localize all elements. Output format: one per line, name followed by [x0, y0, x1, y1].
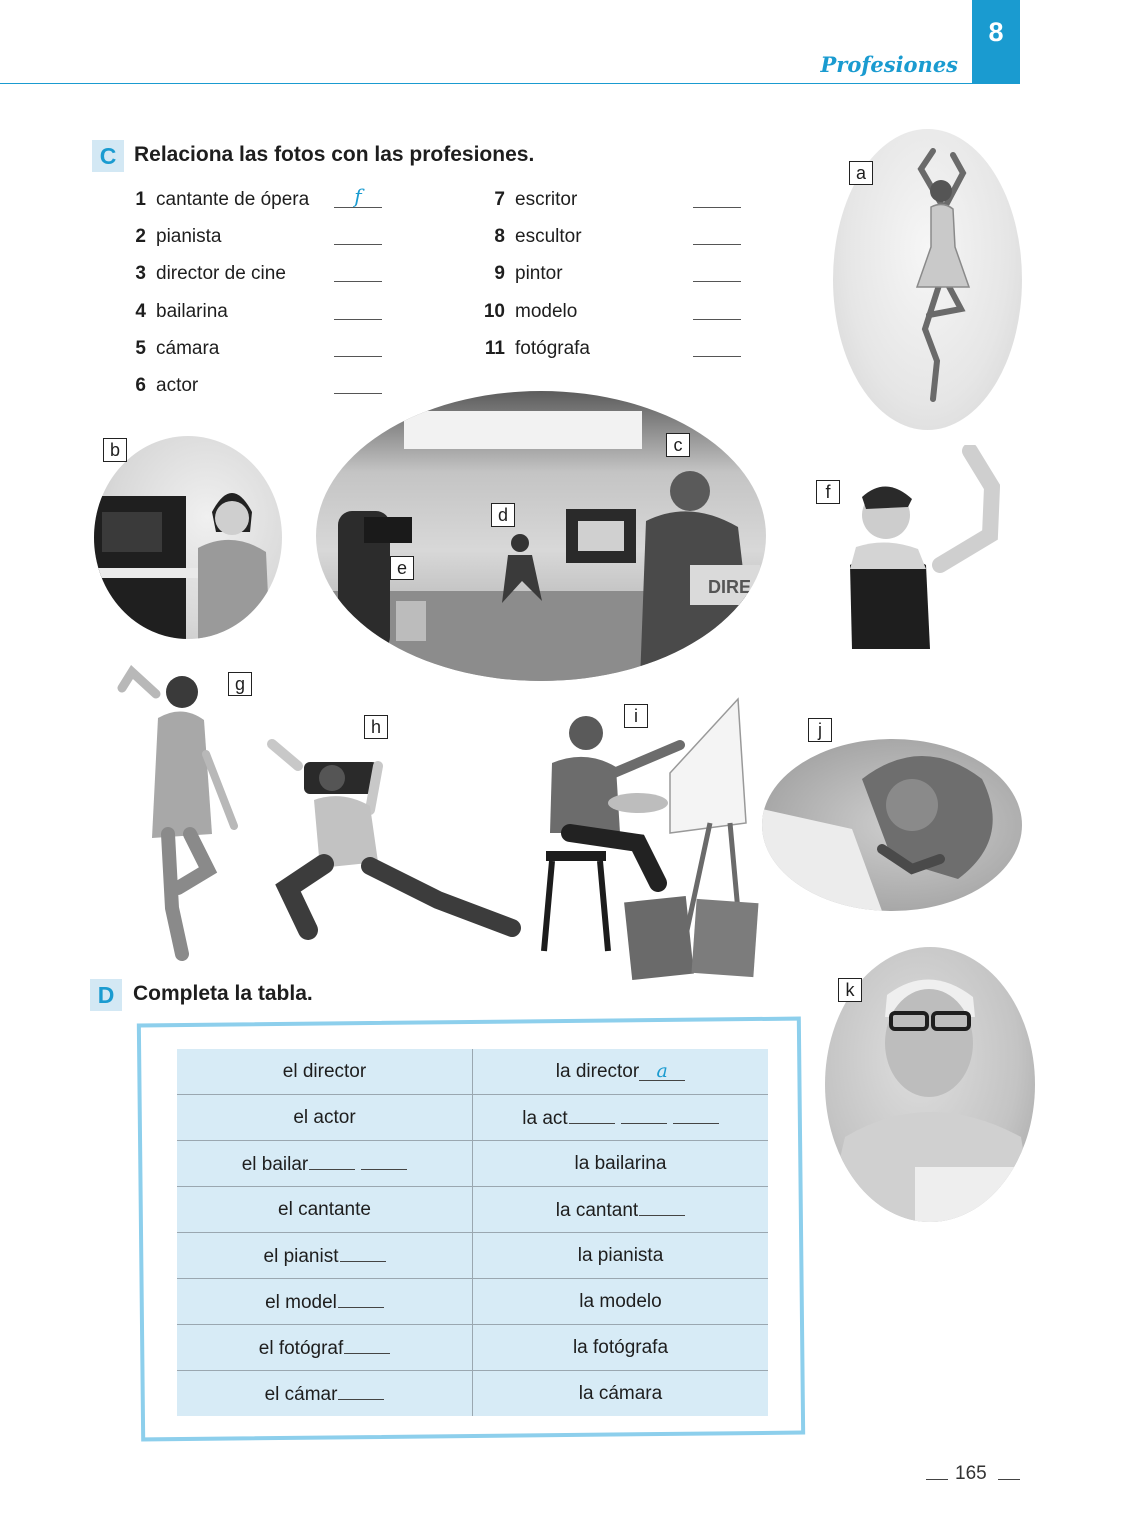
feminine-cell: la modelo: [473, 1279, 769, 1325]
answer-blank[interactable]: [338, 1381, 384, 1400]
answer-blank[interactable]: [309, 1151, 355, 1170]
answer-blank[interactable]: [693, 297, 741, 320]
answer-blank[interactable]: [693, 185, 741, 208]
masculine-cell: el director: [177, 1049, 473, 1095]
page-number: 165: [955, 1463, 987, 1484]
footer-rule-right: [998, 1479, 1020, 1480]
photo-label-i: i: [624, 704, 648, 728]
section-d-instruction: Completa la tabla.: [133, 982, 313, 1005]
answer-blank[interactable]: [344, 1335, 390, 1354]
photo-label-g: g: [228, 672, 252, 696]
list-item: [477, 185, 747, 215]
table-row: [177, 1141, 768, 1187]
item-number: 9: [494, 263, 505, 284]
masculine-cell: el bailar: [177, 1141, 473, 1187]
masculine-cell: el cantante: [177, 1187, 473, 1233]
masculine-cell: el actor: [177, 1095, 473, 1141]
chapter-title: Profesiones: [820, 52, 958, 77]
answer-blank[interactable]: [361, 1151, 407, 1170]
sculptor-photo: [762, 739, 1022, 911]
list-item: [477, 259, 747, 289]
answer-blank[interactable]: [673, 1105, 719, 1124]
list-item: [118, 222, 388, 252]
photographer-figure-icon: [258, 738, 524, 946]
photo-label-a: a: [849, 161, 873, 185]
list-item: [477, 222, 747, 252]
pianist-photo: [94, 436, 282, 639]
table-row: [177, 1049, 768, 1095]
list-item: [477, 297, 747, 327]
item-number: 2: [135, 226, 146, 247]
opera-singer-figure-icon: [830, 445, 1000, 655]
feminine-cell: la director a: [473, 1049, 769, 1095]
header-rule: [0, 83, 1020, 84]
list-item: [477, 334, 747, 364]
model-figure-icon: [112, 658, 252, 964]
answer-blank[interactable]: [693, 259, 741, 282]
chapter-number-tab: 8: [972, 0, 1020, 84]
item-word: director de cine: [156, 263, 286, 284]
pianist-figure-icon: [94, 436, 282, 639]
feminine-cell: la fotógrafa: [473, 1325, 769, 1371]
answer-blank[interactable]: [338, 1289, 384, 1308]
masculine-cell: el cámar: [177, 1371, 473, 1417]
feminine-cell: la bailarina: [473, 1141, 769, 1187]
table-row: [177, 1095, 768, 1141]
answer-blank[interactable]: [639, 1197, 685, 1216]
item-word: escritor: [515, 189, 578, 210]
list-item: [118, 185, 388, 215]
answer-blank[interactable]: [334, 185, 382, 208]
answer-blank[interactable]: [334, 222, 382, 245]
item-number: 7: [494, 189, 505, 210]
model-photo: [112, 658, 252, 964]
table-row: [177, 1187, 768, 1233]
answer-blank[interactable]: [334, 259, 382, 282]
item-number: 4: [135, 301, 146, 322]
list-item: [118, 259, 388, 289]
item-word: pintor: [515, 263, 563, 284]
item-number: 10: [483, 301, 505, 322]
item-word: modelo: [515, 301, 578, 322]
gender-forms-table: [177, 1049, 768, 1416]
item-word: actor: [156, 375, 199, 396]
photo-label-f: f: [816, 480, 840, 504]
photographer-photo: [258, 738, 524, 946]
film-studio-scene-icon: [316, 391, 766, 681]
table-row: [177, 1233, 768, 1279]
photo-label-c: c: [666, 433, 690, 457]
section-d-letter: D: [90, 979, 122, 1011]
item-number: 3: [135, 263, 146, 284]
opera-singer-photo: [830, 445, 1000, 655]
item-word: cámara: [156, 338, 220, 359]
feminine-cell: la cantant: [473, 1187, 769, 1233]
painter-figure-icon: [530, 693, 770, 983]
table-row: [177, 1371, 768, 1417]
item-word: pianista: [156, 226, 222, 247]
answer-blank[interactable]: [569, 1105, 615, 1124]
item-number: 11: [484, 338, 505, 359]
item-word: escultor: [515, 226, 582, 247]
answer-blank[interactable]: [693, 222, 741, 245]
film-studio-photo: [316, 391, 766, 681]
item-word: cantante de ópera: [156, 189, 310, 210]
photo-label-d: d: [491, 503, 515, 527]
item-number: 1: [135, 189, 146, 210]
feminine-cell: la cámara: [578, 1382, 663, 1404]
answer-blank[interactable]: a: [639, 1062, 685, 1081]
list-item: [118, 334, 388, 364]
answer-blank[interactable]: [340, 1243, 386, 1262]
masculine-cell: el fotógraf: [177, 1325, 473, 1371]
answer-blank[interactable]: [621, 1105, 667, 1124]
photo-label-k: k: [838, 978, 862, 1002]
answer-text: f: [354, 184, 362, 208]
answer-blank[interactable]: [693, 334, 741, 357]
feminine-cell: la pianista: [473, 1233, 769, 1279]
section-c-letter: C: [92, 140, 124, 172]
answer-blank[interactable]: [334, 334, 382, 357]
section-c-instruction: Relaciona las fotos con las profesiones.: [134, 143, 535, 166]
photo-label-j: j: [808, 718, 832, 742]
list-item: [118, 297, 388, 327]
masculine-cell: el pianist: [177, 1233, 473, 1279]
painter-photo: [530, 693, 770, 983]
item-number: 5: [135, 338, 146, 359]
sculptor-figure-icon: [762, 739, 1022, 911]
masculine-cell: el model: [177, 1279, 473, 1325]
photo-label-b: b: [103, 438, 127, 462]
camera-operator-photo: [338, 511, 426, 651]
photo-label-e: e: [390, 556, 414, 580]
item-word: bailarina: [156, 301, 228, 322]
photo-label-h: h: [364, 715, 388, 739]
footer-rule-left: [926, 1479, 948, 1480]
svg-text:DIRE: DIRE: [708, 577, 752, 597]
table-row: [177, 1325, 768, 1371]
item-number: 8: [494, 226, 505, 247]
answer-blank[interactable]: [334, 297, 382, 320]
table-row: [177, 1279, 768, 1325]
feminine-cell: la act: [473, 1095, 769, 1141]
item-word: fotógrafa: [515, 338, 590, 359]
item-number: 6: [135, 375, 146, 396]
